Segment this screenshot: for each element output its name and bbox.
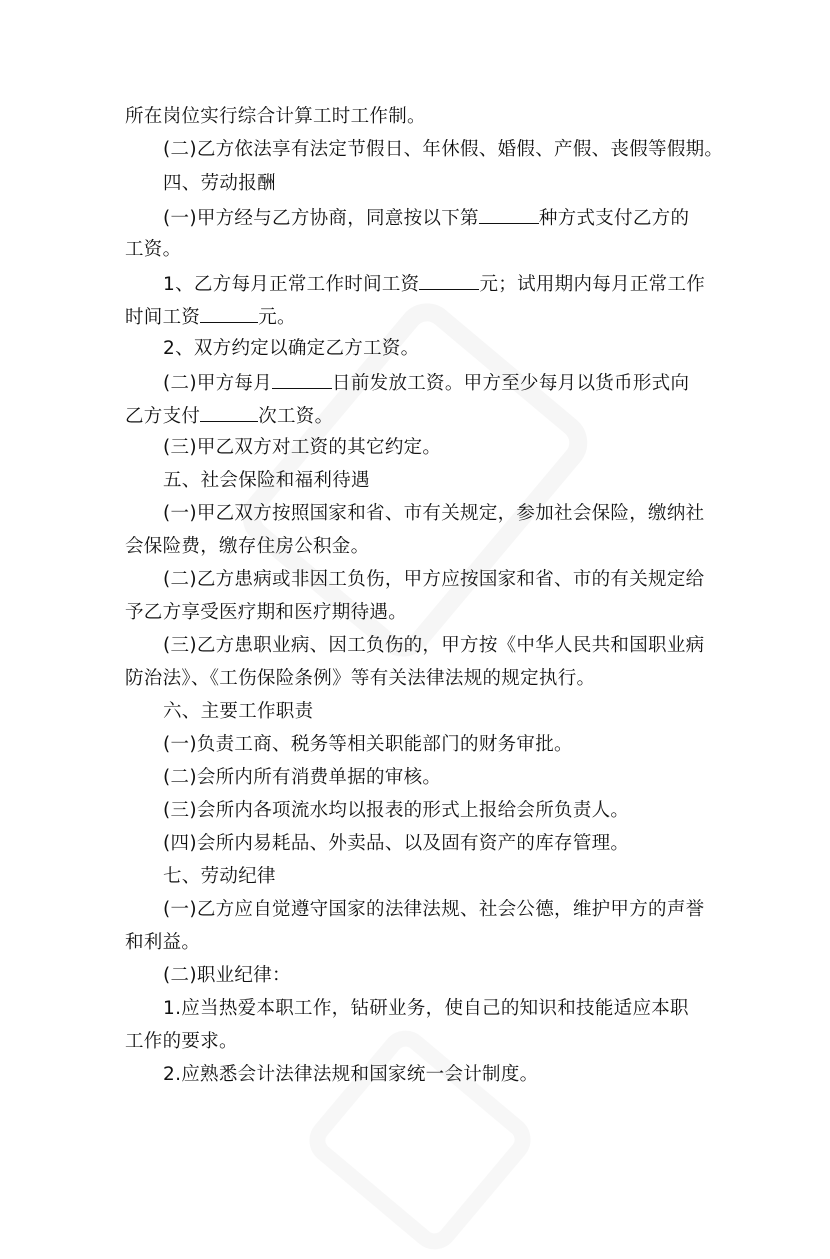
paragraph-line: (二)职业纪律： [163, 965, 291, 986]
paragraph-line: 予乙方享受医疗期和医疗期待遇。 [125, 602, 408, 623]
paragraph-line: 会保险费，缴存住房公积金。 [125, 536, 370, 557]
paragraph-line: (三)乙方患职业病、因工负伤的，甲方按《中华人民共和国职业病 [163, 635, 705, 656]
watermark [300, 1021, 541, 1259]
paragraph-line: 防治法》、《工伤保险条例》等有关法律法规的规定执行。 [125, 668, 596, 689]
paragraph-line: (四)会所内易耗品、外卖品、以及固有资产的库存管理。 [163, 833, 630, 854]
fill-blank [200, 403, 258, 422]
paragraph-line: (二)甲方每月 日前发放工资。甲方至少每月以货币形式向 [163, 370, 763, 394]
paragraph-line: (一)乙方应自觉遵守国家的法律法规、社会公德，维护甲方的声誉 [163, 899, 705, 920]
section-heading: 六、主要工作职责 [163, 701, 314, 722]
section-heading: 四、劳动报酬 [163, 173, 276, 194]
paragraph-line: (三)会所内各项流水均以报表的形式上报给会所负责人。 [163, 800, 630, 821]
paragraph-line: 1.应当热爱本职工作，钻研业务，使自己的知识和技能适应本职 [163, 998, 689, 1019]
paragraph-line: (一)负责工商、税务等相关职能部门的财务审批。 [163, 734, 573, 755]
paragraph-line: (二)会所内所有消费单据的审核。 [163, 767, 442, 788]
section-heading: 五、社会保险和福利待遇 [163, 470, 370, 491]
paragraph-line: 时间工资 元。 [125, 304, 725, 328]
paragraph-line: (二)乙方依法享有法定节假日、年休假、婚假、产假、丧假等假期。 [163, 139, 724, 160]
fill-blank [200, 304, 258, 323]
paragraph-line: 和利益。 [125, 932, 201, 953]
paragraph-line: (一)甲乙双方按照国家和省、市有关规定，参加社会保险，缴纳社 [163, 503, 705, 524]
paragraph-line: (二)乙方患病或非因工负伤，甲方应按国家和省、市的有关规定给 [163, 569, 705, 590]
section-heading: 七、劳动纪律 [163, 866, 276, 887]
paragraph-line: (一)甲方经与乙方协商，同意按以下第 种方式支付乙方的 [163, 205, 763, 229]
paragraph-line: 1、乙方每月正常工作时间工资 元；试用期内每月正常工作 [163, 271, 763, 295]
fill-blank [479, 205, 539, 224]
paragraph-line: (三)甲乙双方对工资的其它约定。 [163, 437, 442, 458]
paragraph-line: 2、双方约定以确定乙方工资。 [163, 338, 420, 359]
paragraph-line: 乙方支付 次工资。 [125, 403, 725, 427]
fill-blank [272, 370, 332, 389]
paragraph-line: 2.应熟悉会计法律法规和国家统一会计制度。 [163, 1064, 539, 1085]
paragraph-line: 工作的要求。 [125, 1031, 238, 1052]
paragraph-line: 所在岗位实行综合计算工时工作制。 [125, 106, 426, 127]
fill-blank [419, 271, 479, 290]
paragraph-line: 工资。 [125, 239, 182, 260]
